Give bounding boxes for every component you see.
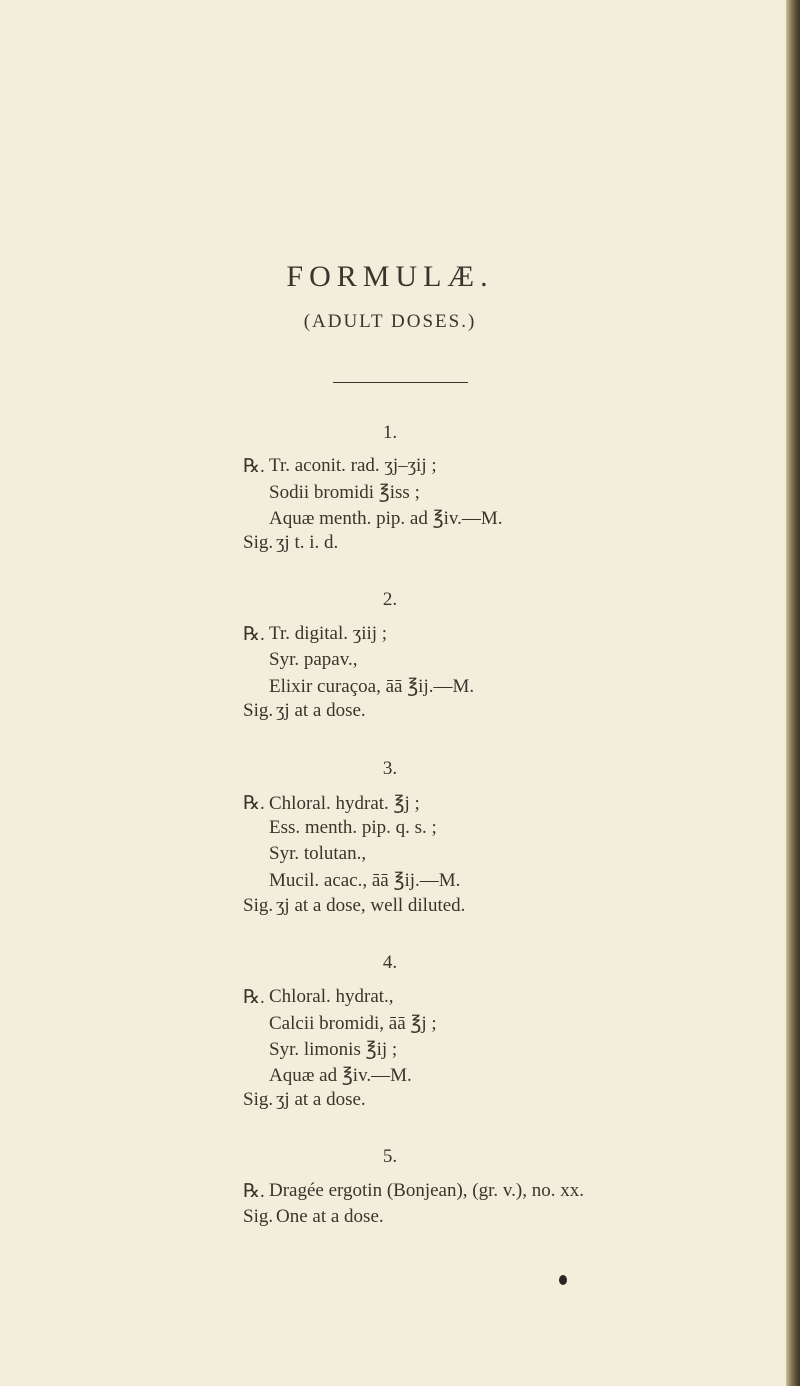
formula-4-recipe-label: ℞. xyxy=(243,987,265,1008)
formula-2-number: 2. xyxy=(382,589,398,610)
formula-1-ingredient-3: Aquæ menth. pip. ad ℥iv.—M. xyxy=(269,508,503,529)
formula-2-ingredient-3: Elixir curaçoa, āā ℥ij.—M. xyxy=(269,676,475,697)
formula-2-ingredient-2: Syr. papav., xyxy=(269,649,358,670)
formula-3-sig-label: Sig. xyxy=(243,895,274,916)
formula-1-sig-label: Sig. xyxy=(243,532,274,553)
formula-4-ingredient-2: Calcii bromidi, āā ℥j ; xyxy=(269,1013,437,1034)
formula-1-number: 1. xyxy=(382,422,398,443)
formula-1-ingredient-2: Sodii bromidi ℥iss ; xyxy=(269,482,420,503)
formula-5-sig-label: Sig. xyxy=(243,1206,274,1227)
formula-5-sig-text: One at a dose. xyxy=(276,1206,384,1227)
formula-5-ingredient-1: Dragée ergotin (Bonjean), (gr. v.), no. xx. xyxy=(269,1180,584,1201)
formula-1-recipe-label: ℞. xyxy=(243,456,265,477)
formula-4-ingredient-3: Syr. limonis ℥ij ; xyxy=(269,1039,398,1060)
formula-3-ingredient-1: Chloral. hydrat. ℥j ; xyxy=(269,793,420,814)
formula-5-recipe-label: ℞. xyxy=(243,1181,265,1202)
title-divider xyxy=(333,382,468,383)
formula-2-recipe-label: ℞. xyxy=(243,624,265,645)
ink-spot xyxy=(559,1275,567,1285)
formula-4-sig-label: Sig. xyxy=(243,1089,274,1110)
formula-2-sig-label: Sig. xyxy=(243,700,274,721)
page-edge xyxy=(786,0,800,1386)
formula-2-ingredient-1: Tr. digital. ʒiij ; xyxy=(269,623,388,644)
formula-1-ingredient-1: Tr. aconit. rad. ʒj–ʒij ; xyxy=(269,455,437,476)
formula-3-ingredient-2: Ess. menth. pip. q. s. ; xyxy=(269,817,437,838)
formula-3-number: 3. xyxy=(382,758,398,779)
formula-2-sig-text: ʒj at a dose. xyxy=(276,700,366,721)
page-subtitle: (ADULT DOSES.) xyxy=(303,311,477,332)
formula-3-sig-text: ʒj at a dose, well diluted. xyxy=(276,895,466,916)
formula-3-ingredient-3: Syr. tolutan., xyxy=(269,843,367,864)
formula-1-sig-text: ʒj t. i. d. xyxy=(276,532,339,553)
formula-3-recipe-label: ℞. xyxy=(243,793,265,814)
formula-4-ingredient-1: Chloral. hydrat., xyxy=(269,986,394,1007)
formula-5-number: 5. xyxy=(382,1146,398,1167)
formula-4-number: 4. xyxy=(382,952,398,973)
formula-4-sig-text: ʒj at a dose. xyxy=(276,1089,366,1110)
page-title: FORMULÆ. xyxy=(286,260,494,293)
formula-3-ingredient-4: Mucil. acac., āā ℥ij.—M. xyxy=(269,870,461,891)
formula-4-ingredient-4: Aquæ ad ℥iv.—M. xyxy=(269,1065,412,1086)
